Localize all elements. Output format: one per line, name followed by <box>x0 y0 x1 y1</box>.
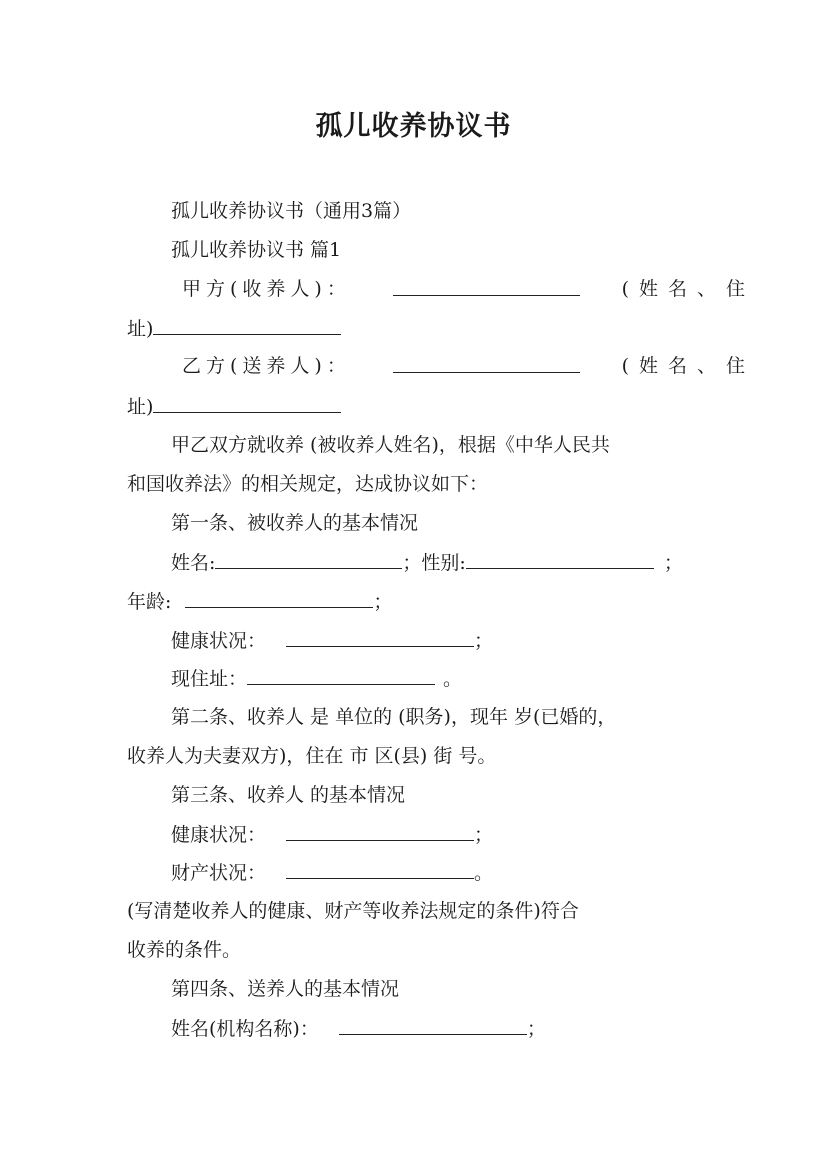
party-a-cont: 址) <box>127 318 154 340</box>
party-b-suffix: (姓名、住 <box>621 355 755 377</box>
health-blank <box>286 628 474 647</box>
org-blank <box>339 1016 527 1035</box>
article-4-title: 第四条、送养人的基本情况 <box>171 978 400 1000</box>
property-label: 财产状况： <box>171 862 267 884</box>
org-line <box>171 1016 546 1041</box>
party-a-address-line <box>127 316 341 341</box>
art3-health-label: 健康状况： <box>171 824 267 846</box>
section-heading: 孤儿收养协议书 篇1 <box>171 239 342 261</box>
art3-health-end: ； <box>474 824 494 846</box>
gender-blank <box>466 550 654 569</box>
org-end: ； <box>526 1018 546 1040</box>
intro-line-1: 甲乙双方就收养 (被收养人姓名)，根据《中华人民共 <box>171 434 610 456</box>
age-end: ； <box>373 591 393 613</box>
gender-label: ；性别: <box>402 552 466 574</box>
document-subtitle: 孤儿收养协议书（通用3篇） <box>171 200 412 222</box>
age-line <box>127 589 392 614</box>
intro-line-2: 和国收养法》的相关规定，达成协议如下： <box>127 473 489 495</box>
article-2-line-2: 收养人为夫妻双方)，住在 市 区(县) 街 号。 <box>127 745 497 767</box>
age-label: 年龄: <box>127 591 172 613</box>
party-b-cont: 址) <box>127 396 154 418</box>
property-blank <box>286 860 474 879</box>
address-blank <box>247 666 435 685</box>
address-label: 现住址： <box>171 668 248 690</box>
age-blank <box>185 589 373 608</box>
address-end: 。 <box>443 668 463 690</box>
health-line <box>171 628 493 653</box>
property-line <box>171 860 493 885</box>
address-line <box>171 666 462 691</box>
document-title: 孤儿收养协议书 <box>315 111 512 142</box>
name-label: 姓名: <box>171 552 216 574</box>
party-b-address-line <box>127 394 341 419</box>
health-end: ； <box>474 630 494 652</box>
party-b-blank <box>393 354 580 373</box>
org-label: 姓名(机构名称)： <box>171 1018 319 1040</box>
note-line-1: (写清楚收养人的健康、财产等收养法规定的条件)符合 <box>127 900 579 922</box>
party-b-label: 乙方(送养人)： <box>182 355 351 377</box>
art3-health-blank <box>286 822 474 841</box>
health-label: 健康状况： <box>171 630 267 652</box>
property-end: 。 <box>474 862 494 884</box>
party-b-line <box>182 354 755 378</box>
article-2-line-1: 第二条、收养人 是 单位的 (职务)，现年 岁(已婚的， <box>171 706 617 728</box>
name-gender-line <box>171 550 711 575</box>
article-1-title: 第一条、被收养人的基本情况 <box>171 512 419 534</box>
party-a-suffix: (姓名、住 <box>621 278 755 300</box>
party-b-address-blank <box>153 394 341 413</box>
party-a-label: 甲方(收养人)： <box>182 278 351 300</box>
note-line-2: 收养的条件。 <box>127 939 242 961</box>
party-a-line <box>182 277 755 301</box>
name-blank <box>215 550 402 569</box>
gender-end: ； <box>663 552 683 574</box>
party-a-blank <box>393 277 580 296</box>
article-3-title: 第三条、收养人 的基本情况 <box>171 784 406 806</box>
party-a-address-blank <box>153 316 341 335</box>
art3-health-line <box>171 822 493 847</box>
